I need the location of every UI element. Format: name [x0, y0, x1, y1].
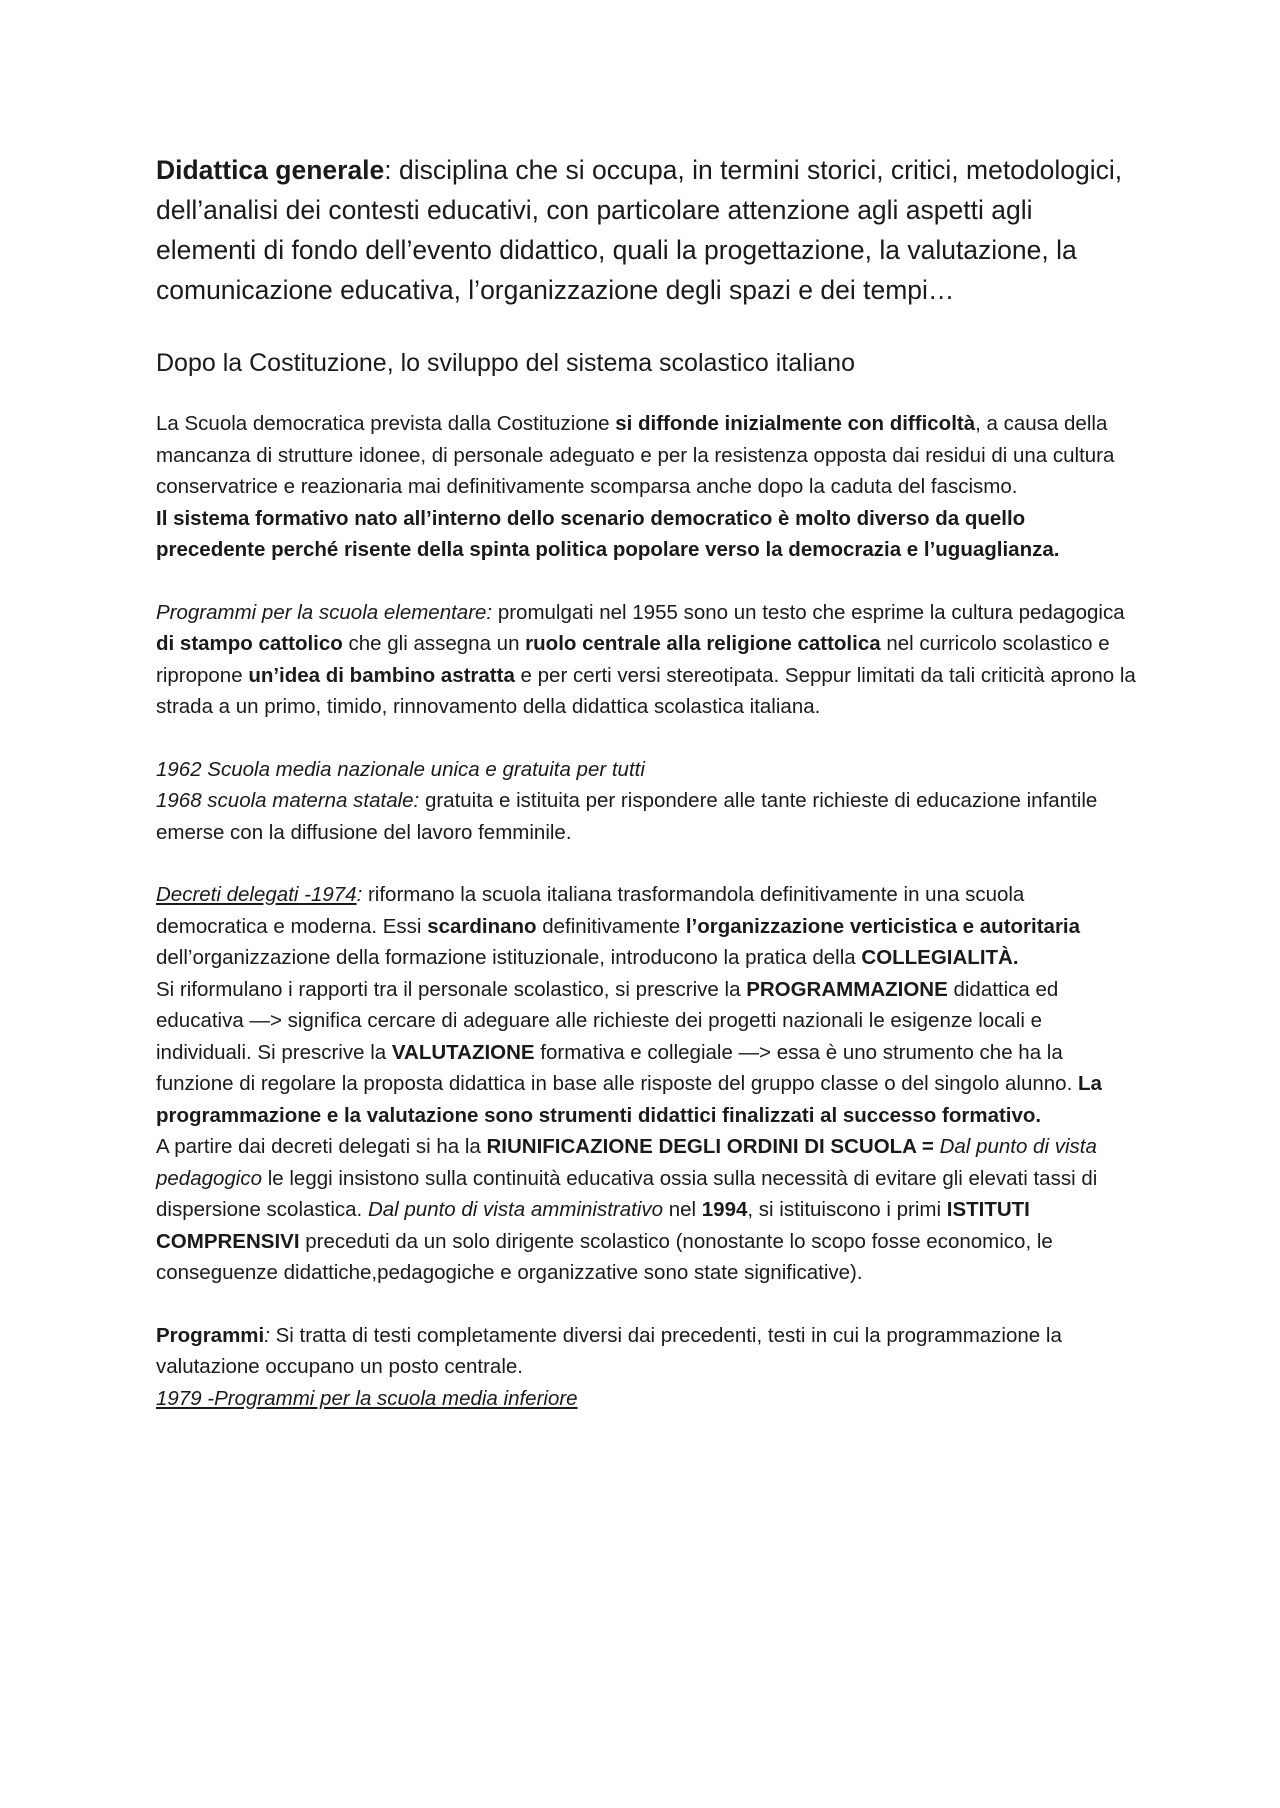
text-run: nel	[663, 1198, 702, 1221]
text-run: Si riformulano i rapporti tra il personale scolastico, si prescrive la	[156, 977, 747, 1001]
underlined-run: Decreti delegati -1974	[156, 883, 357, 906]
text-run: formativa e collegiale —> essa è uno strumento che ha la funzione di regolare la proposta didattica in base alle risposte del gruppo classe o del singolo alunno.	[156, 1040, 1078, 1095]
text-run: che gli assegna un	[342, 632, 526, 655]
text-run: dell’organizzazione della formazione istituzionale, introducono la pratica della	[156, 946, 862, 969]
intro-paragraph	[156, 150, 1136, 310]
underlined-run: 1979 -Programmi per la scuola media inferiore	[156, 1386, 578, 1410]
paragraph-scuola-media-materna	[156, 754, 1136, 849]
bold-run: Il sistema formativo nato all’interno dello scenario democratico è molto diverso da quello precedente perché risente della spinta politica popolare verso la democrazia e l’uguaglianza.	[156, 506, 1060, 561]
bold-run: 1994	[701, 1198, 748, 1221]
text-run: nel curricolo scolastico e ripropone	[156, 632, 1110, 687]
section-heading: Dopo la Costituzione, lo sviluppo del sistema scolastico italiano	[156, 349, 855, 377]
text-run: gratuita e istituita per rispondere alle tante richieste di educazione infantile emerse con la diffusione del lavoro femminile.	[156, 789, 1098, 844]
bold-run: ISTITUTI COMPRENSIVI	[156, 1198, 1030, 1253]
italic-run: :	[264, 1323, 270, 1347]
text-run: riformano la scuola italiana trasformandola definitivamente in una scuola democratica e moderna. Essi	[156, 883, 1025, 938]
document-body	[156, 150, 1136, 1414]
bold-run: di stampo cattolico	[156, 632, 343, 655]
text-run: , si istituiscono i primi	[747, 1198, 947, 1221]
italic-run: Programmi per la scuola elementare:	[156, 600, 493, 624]
italic-run: 1962 Scuola media nazionale unica e gratuita per tutti	[156, 757, 645, 781]
paragraph-decreti-delegati	[156, 879, 1136, 1289]
text-run: :	[356, 883, 363, 906]
bold-run: ruolo centrale alla religione cattolica	[525, 632, 881, 655]
text-run: Si tratta di testi completamente diversi dai precedenti, testi in cui la programmazione la valutazione occupano un posto centrale.	[156, 1323, 1062, 1378]
italic-run: 1968 scuola materna statale:	[156, 789, 420, 812]
italic-run: Dal punto di vista pedagogico	[156, 1135, 1097, 1190]
bold-run: si diffonde inizialmente con difficoltà	[615, 412, 976, 435]
text-run: le leggi insistono sulla continuità educativa ossia sulla necessità di evitare gli elevati tassi di dispersione scolastica.	[156, 1166, 1098, 1221]
intro-term: Didattica generale	[156, 155, 385, 185]
bold-run: PROGRAMMAZIONE	[746, 977, 948, 1001]
paragraph-programmi-elementare	[156, 597, 1136, 723]
bold-run: VALUTAZIONE	[391, 1040, 535, 1064]
text-run: promulgati nel 1955 sono un testo che esprime la cultura pedagogica	[492, 600, 1125, 624]
text-run: preceduti da un solo dirigente scolastico (nonostante lo scopo fosse economico, le conseguenze didattiche,pedagogiche e organizzative sono state significative).	[156, 1229, 1053, 1284]
bold-run: l’organizzazione verticistica e autoritaria	[685, 914, 1081, 938]
text-run: A partire dai decreti delegati si ha la	[156, 1135, 487, 1158]
bold-run: COLLEGIALITÀ.	[861, 946, 1019, 969]
bold-run: scardinano	[427, 914, 537, 938]
italic-run: Dal punto di vista amministrativo	[367, 1198, 664, 1221]
paragraph-scuola-democratica	[156, 408, 1136, 566]
intro-colon: :	[384, 155, 400, 185]
bold-run: un’idea di bambino astratta	[248, 663, 515, 687]
text-run: definitivamente	[536, 914, 686, 938]
italic-run	[156, 1387, 578, 1410]
text-run: didattica ed educativa —> significa cercare di adeguare alle richieste dei progetti nazionali le esigenze locali e individuali. Si prescrive la	[156, 977, 1059, 1064]
intro-definition: disciplina che si occupa, in termini storici, critici, metodologici, dell’analisi dei contesti educativi, con particolare attenzione agli aspetti agli elementi di fondo dell’evento didattico, quali la progettazione, la valutazione, la comunicazione educativa, l’organizzazione degli spazi e dei tempi…	[156, 155, 1123, 305]
text-run: La Scuola democratica prevista dalla Costituzione	[156, 412, 616, 435]
bold-run: La programmazione e la valutazione sono strumenti didattici finalizzati al successo formativo.	[156, 1072, 1102, 1127]
text-run: , a causa della mancanza di strutture idonee, di personale adeguato e per la resistenza opposta dai residui di una cultura conservatrice e reazionaria mai definitivamente scomparsa anche dopo la caduta del fascismo.	[156, 412, 1115, 498]
paragraph-programmi	[156, 1320, 1136, 1415]
text-run: e per certi versi stereotipata. Seppur limitati da tali criticità aprono la strada a un primo, timido, rinnovamento della didattica scolastica italiana.	[156, 663, 1136, 718]
italic-run	[156, 883, 362, 906]
bold-run: Programmi	[156, 1323, 265, 1347]
bold-run: RIUNIFICAZIONE DEGLI ORDINI DI SCUOLA =	[486, 1135, 940, 1158]
